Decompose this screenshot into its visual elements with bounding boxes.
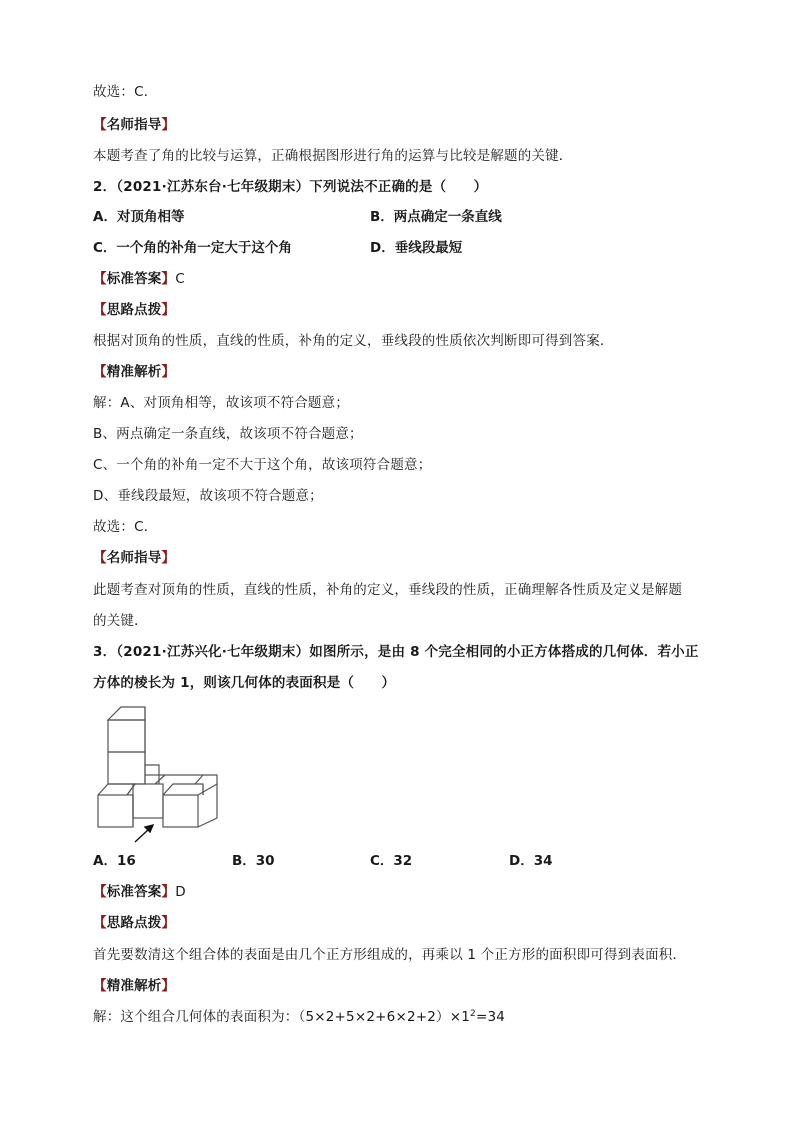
text-line: 此题考查对顶角的性质，直线的性质，补角的定义，垂线段的性质，正确理解各性质及定义是解题 <box>93 582 683 598</box>
answer-line: 【标准答案】C <box>93 271 185 287</box>
question-title: 2．（2021·江苏东台·七年级期末）下列说法不正确的是（ ） <box>93 179 488 195</box>
answer-line: 【标准答案】D <box>93 884 186 900</box>
option-b: B．30 <box>232 853 275 869</box>
option-c: C．32 <box>370 853 413 869</box>
section-tag: 【名师指导】 <box>93 117 176 133</box>
option-d: D．垂线段最短 <box>370 240 463 256</box>
option-a: A．16 <box>93 853 136 869</box>
text-line: 首先要数清这个组合体的表面是由几个正方形组成的，再乘以 1 个正方形的面积即可得到表面积． <box>93 947 687 963</box>
text-line: 根据对顶角的性质，直线的性质，补角的定义，垂线段的性质依次判断即可得到答案． <box>93 333 614 349</box>
text-line: C、一个角的补角一定不大于这个角，故该项符合题意； <box>93 457 432 473</box>
text-line: 故选：C． <box>93 84 158 100</box>
option-c: C．一个角的补角一定大于这个角 <box>93 240 292 256</box>
option-b: B．两点确定一条直线 <box>370 209 502 225</box>
solution-formula: 解：这个组合几何体的表面积为：$(5\times 2+5\times 2+6\times 2+2)\times 1^2=34$ <box>93 1009 506 1025</box>
option-d: D．34 <box>509 853 553 869</box>
text-line: 故选：C． <box>93 519 158 535</box>
option-a: A．对顶角相等 <box>93 209 185 225</box>
question-title: 3．（2021·江苏兴化·七年级期末）如图所示，是由 8 个完全相同的小正方体搭成的几何体．若小正 <box>93 644 699 660</box>
cube-stack-figure <box>93 705 223 847</box>
question-title: 方体的棱长为 1，则该几何体的表面积是（ ） <box>93 675 396 691</box>
section-tag: 【精准解析】 <box>93 978 176 994</box>
text-line: 的关键． <box>93 613 148 629</box>
text-line: 本题考查了角的比较与运算，正确根据图形进行角的运算与比较是解题的关键． <box>93 148 573 164</box>
section-tag: 【思路点拨】 <box>93 915 176 931</box>
section-tag: 【精准解析】 <box>93 364 176 380</box>
section-tag: 【名师指导】 <box>93 550 176 566</box>
text-line: 解：A、对顶角相等，故该项不符合题意； <box>93 395 350 411</box>
text-line: B、两点确定一条直线，故该项不符合题意； <box>93 426 363 442</box>
text-line: D、垂线段最短，故该项不符合题意； <box>93 488 323 504</box>
section-tag: 【思路点拨】 <box>93 302 176 318</box>
